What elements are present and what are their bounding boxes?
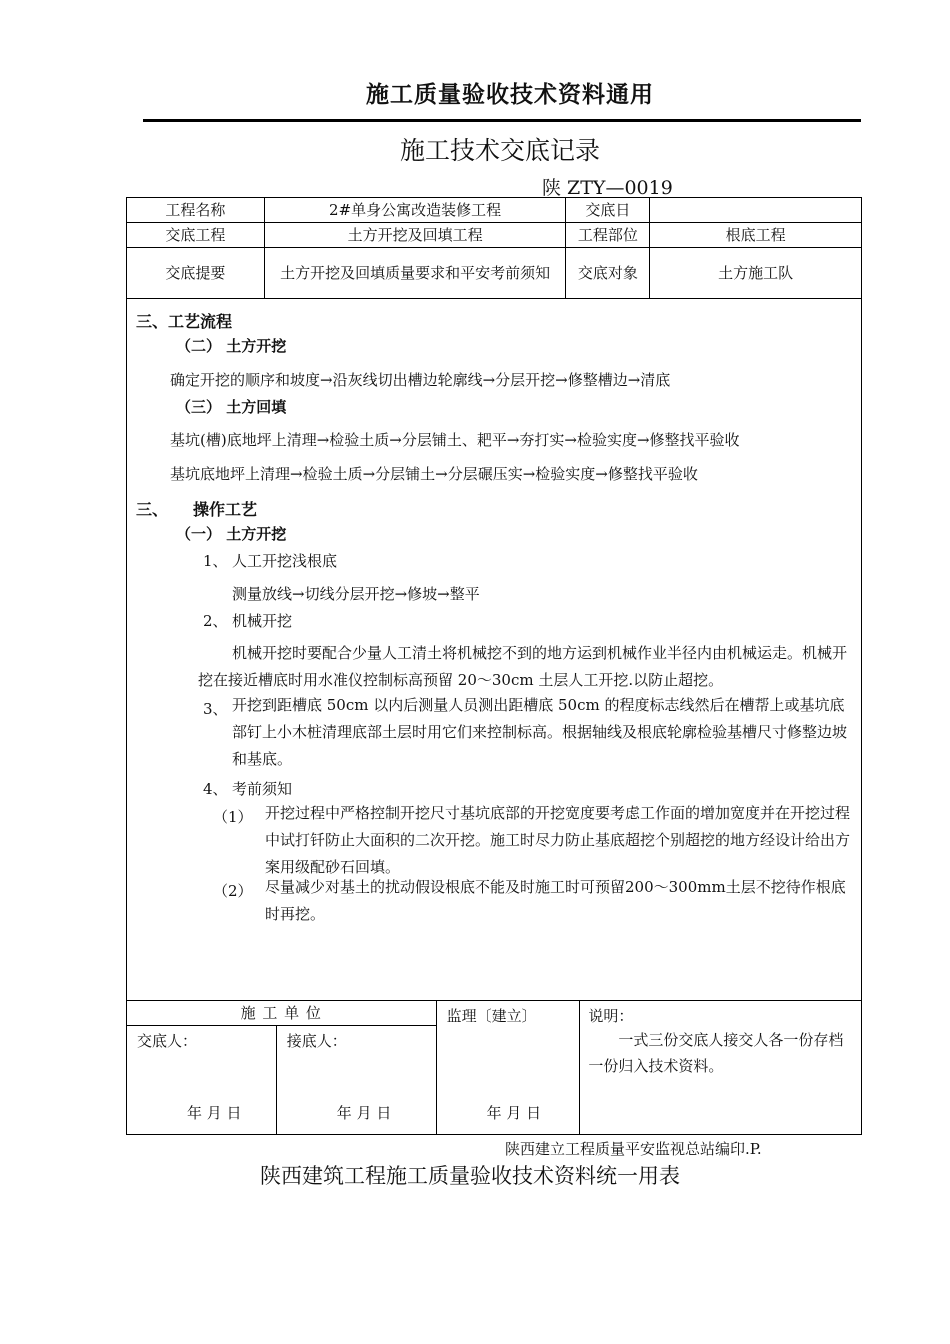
subsection-op-excavation-title: （一） 土方开挖 — [176, 525, 287, 543]
discloser-date: 年 月 日 — [187, 1104, 242, 1122]
footer-note: 陕西建立工程质量平安监视总站编印.P. — [505, 1140, 762, 1158]
item-1-flow: 测量放线→切线分层开挖→修坡→整平 — [232, 585, 480, 603]
target-value: 土方施工队 — [650, 248, 862, 299]
sign-table — [126, 1000, 862, 1135]
supervisor-label: 监理〔建立〕 — [446, 1007, 537, 1025]
section-operation-title: 操作工艺 — [193, 500, 258, 519]
item-4-number: 4、 — [203, 780, 228, 798]
note-label: 说明： — [588, 1007, 634, 1025]
footer-title: 陕西建筑工程施工质量验收技术资料统一用表 — [260, 1164, 680, 1188]
work-label: 交底工程 — [127, 223, 265, 248]
item-1-title: 人工开挖浅根底 — [232, 552, 338, 570]
info-table — [126, 197, 862, 299]
project-name-label: 工程名称 — [127, 198, 265, 223]
item-1-number: 1、 — [203, 552, 228, 570]
note-2-text: 尽量减少对基土的扰动假设根底不能及时施工时可预留200～300mm土层不挖待作根底时再挖。 — [265, 878, 846, 923]
item-2-number: 2、 — [203, 612, 228, 630]
subsection-backfill-title: （三） 土方回填 — [176, 398, 287, 416]
section-process-title: 三、工艺流程 — [136, 312, 233, 331]
item-2-text: 机械开挖时要配合少量人工清土将机械挖不到的地方运到机械作业半径内由机械运走。机械开挖在接近槽底时用水准仪控制标高预留 20～30cm 土层人工开挖.以防止超挖。 — [198, 644, 848, 689]
note-2-number: （2） — [213, 882, 253, 900]
note-1-number: （1） — [213, 808, 253, 826]
summary-label: 交底提要 — [127, 248, 265, 299]
date-label: 交底日 — [566, 198, 650, 223]
document-title: 施工技术交底记录 — [399, 136, 600, 165]
construction-unit-label: 施 工 单 位 — [127, 1001, 437, 1026]
backfill-flow-1: 基坑(槽)底地坪上清理→检验土质→分层铺土、耙平→夯打实→检验实度→修整找平验收 — [170, 431, 740, 449]
note-cell — [580, 1001, 862, 1135]
supervisor-cell — [436, 1001, 580, 1135]
summary-value: 土方开挖及回填质量要求和平安考前须知 — [264, 248, 566, 299]
target-label: 交底对象 — [566, 248, 650, 299]
item-2-title: 机械开挖 — [232, 612, 293, 630]
excavation-flow: 确定开挖的顺序和坡度→沿灰线切出槽边轮廓线→分层开挖→修整槽边→清底 — [170, 371, 671, 389]
part-label: 工程部位 — [566, 223, 650, 248]
subsection-excavation-title: （二） 土方开挖 — [176, 337, 287, 355]
receiver-date: 年 月 日 — [336, 1104, 392, 1122]
header-title: 施工质量验收技术资料通用 — [366, 82, 654, 108]
section-operation-number: 三、 — [136, 500, 169, 519]
note-1-text: 开挖过程中严格控制开挖尺寸基坑底部的开挖宽度要考虑工作面的增加宽度并在开挖过程中试打钎防止大面积的二次开挖。施工时尽力防止基底超挖个别超挖的地方经设计给出方案用级配砂石回填。 — [265, 804, 851, 876]
item-4-title: 考前须知 — [232, 780, 293, 798]
part-value: 根底工程 — [650, 223, 862, 248]
header-rule — [143, 119, 861, 122]
project-name-value: 2#单身公寓改造装修工程 — [264, 198, 566, 223]
document-code: 陕 ZTY—0019 — [542, 177, 673, 199]
discloser-label: 交底人： — [137, 1032, 198, 1050]
receiver-label: 接底人： — [286, 1032, 347, 1050]
supervisor-date: 年 月 日 — [486, 1104, 542, 1122]
discloser-cell — [127, 1026, 277, 1135]
note-text: 一式三份交底人接交人各一份存档一份归入技术资料。 — [588, 1031, 844, 1075]
item-3-number: 3、 — [203, 700, 228, 718]
date-value — [650, 198, 862, 223]
item-3-text: 开挖到距槽底 50cm 以内后测量人员测出距槽底 50cm 的程度标志线然后在槽帮上或基坑底部钉上小木桩清理底部土层时用它们来控制标高。根据轴线及根底轮廓检验基槽尺寸修整边坡和基底。 — [232, 696, 848, 768]
backfill-flow-2: 基坑底地坪上清理→检验土质→分层铺土→分层碾压实→检验实度→修整找平验收 — [170, 465, 698, 483]
receiver-cell — [276, 1026, 436, 1135]
work-value: 土方开挖及回填工程 — [264, 223, 566, 248]
